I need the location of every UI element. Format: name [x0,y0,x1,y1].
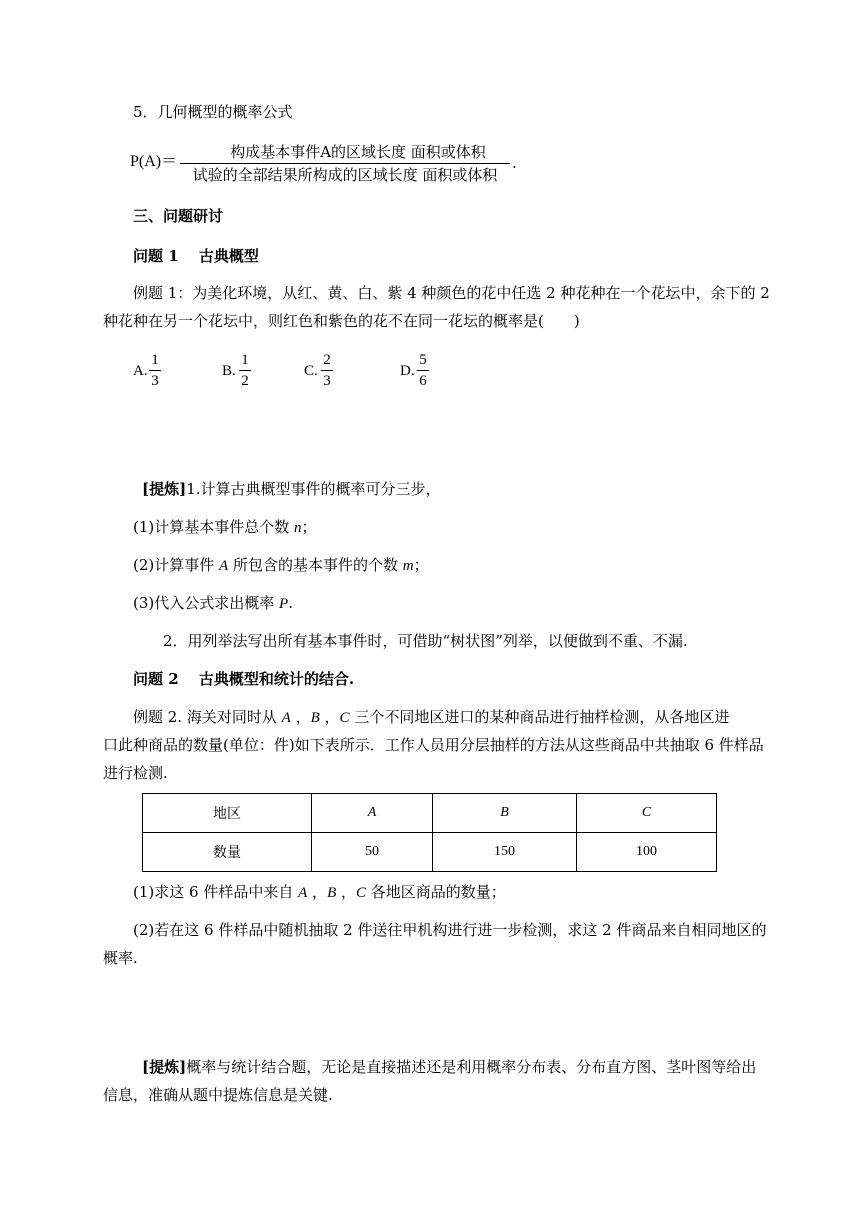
section-5-heading: 5．几何概型的概率公式 [133,103,293,121]
option-d-numerator: 5 [419,352,427,368]
tip-2-line-2: 信息，准确从题中提炼信息是关键. [103,1086,333,1104]
step-2-text: (2)计算事件 [133,556,220,574]
separator: ， [290,708,311,726]
table-cell: B [433,794,577,833]
option-c-label: C. [304,363,318,379]
step-2-end: ； [413,556,429,574]
section-3-title: 三、问题研讨 [133,207,224,225]
example-2-line-3: 进行检测. [103,764,168,782]
fraction-bar [180,163,510,164]
tip-1-step-3 [133,593,293,614]
question-2-title: 问题 2 古典概型和统计的结合. [133,670,355,688]
option-c [304,351,344,397]
option-b-fraction [239,351,251,390]
region-c: C [356,885,367,901]
option-a [133,351,173,397]
step-2-var-m: m [402,558,414,574]
step-2-var-a: A [219,558,229,574]
option-a-denominator: 3 [151,373,159,389]
step-1-text: (1)计算基本事件总个数 [133,518,295,536]
tip-1-step-2 [133,555,429,576]
table-cell: 100 [577,833,717,872]
table-cell: 数量 [143,833,312,872]
question-1-title: 问题 1 古典概型 [133,247,259,265]
tip-1-step-1 [133,517,317,538]
table-cell: 地区 [143,794,312,833]
formula-lhs: P(A)＝ [130,153,178,170]
sub-1-text: (1)求这 6 件样品中来自 [133,883,299,901]
table-cell: C [577,794,717,833]
option-c-fraction [321,351,333,390]
sub-1-text-b: 各地区商品的数量； [366,883,506,901]
example-1-line-2: 种花种在另一个花坛中，则红色和紫色的花不在同一花坛的概率是( ) [103,312,580,330]
region-c: C [339,710,350,726]
region-b: B [327,885,337,901]
option-d [400,351,440,397]
option-b [222,351,262,397]
tip-2-text: 概率与统计结合题，无论是直接描述还是利用概率分布表、分布直方图、茎叶图等给出 [186,1058,757,1076]
separator: ， [336,883,357,901]
tip-2-tag: [提炼] [142,1058,187,1076]
example-2-text: 例题 2. 海关对同时从 [133,708,282,726]
tip-1-text: 1.计算古典概型事件的概率可分三步， [186,480,441,498]
formula-fraction [180,142,510,185]
region-quantity-table [142,793,717,872]
formula-denominator: 试验的全部结果所构成的区域长度 面积或体积 [192,166,498,184]
region-b: B [310,710,320,726]
example-2-line-2: 口此种商品的数量(单位：件)如下表所示．工作人员用分层抽样的方法从这些商品中共抽取 6 件样品 [103,736,764,754]
sub-question-2-line-2: 概率. [103,949,138,967]
region-a: A [298,885,308,901]
example-2-line-1 [133,707,729,728]
option-c-denominator: 3 [323,373,331,389]
separator: ， [319,708,340,726]
table-row [143,833,717,872]
tip-1-point-2: 2．用列举法写出所有基本事件时，可借助“树状图”列举，以便做到不重、不漏. [163,632,688,650]
sub-question-2-line-1: (2)若在这 6 件样品中随机抽取 2 件送往甲机构进行进一步检测，求这 2 件商品来自相同地区的 [133,921,767,939]
example-1-line-1: 例题 1：为美化环境，从红、黄、白、紫 4 种颜色的花中任选 2 种花种在一个花坛中，余下的 2 [133,284,770,302]
table-header-row [143,794,717,833]
table-cell: 50 [312,833,433,872]
step-1-var: n [294,520,302,536]
table-cell: A [312,794,433,833]
step-2-text-b: 所包含的基本事件的个数 [228,556,403,574]
tip-2-line-1 [142,1057,756,1077]
step-3-var: P [279,596,289,612]
option-b-denominator: 2 [241,373,249,389]
tip-1-line-1 [142,479,441,499]
tip-1-tag: [提炼] [142,480,187,498]
region-a: A [281,710,291,726]
step-3-text: (3)代入公式求出概率 [133,594,280,612]
option-a-fraction [149,351,161,390]
table-cell: 150 [433,833,577,872]
formula-period: . [512,154,517,172]
option-d-fraction [417,351,429,390]
option-a-numerator: 1 [151,352,159,368]
option-a-label: A. [133,363,148,379]
option-d-denominator: 6 [419,373,427,389]
option-d-label: D. [400,363,415,379]
probability-formula [130,142,530,186]
formula-numerator: 构成基本事件A的区域长度 面积或体积 [230,143,486,161]
option-c-numerator: 2 [323,352,331,368]
example-2-text-b: 三个不同地区进口的某种商品进行抽样检测，从各地区进 [349,708,730,726]
step-1-end: ； [301,518,317,536]
option-b-label: B. [222,363,236,379]
step-3-end: . [288,594,293,612]
sub-question-1 [133,882,506,903]
option-b-numerator: 1 [241,352,249,368]
separator: ， [307,883,328,901]
